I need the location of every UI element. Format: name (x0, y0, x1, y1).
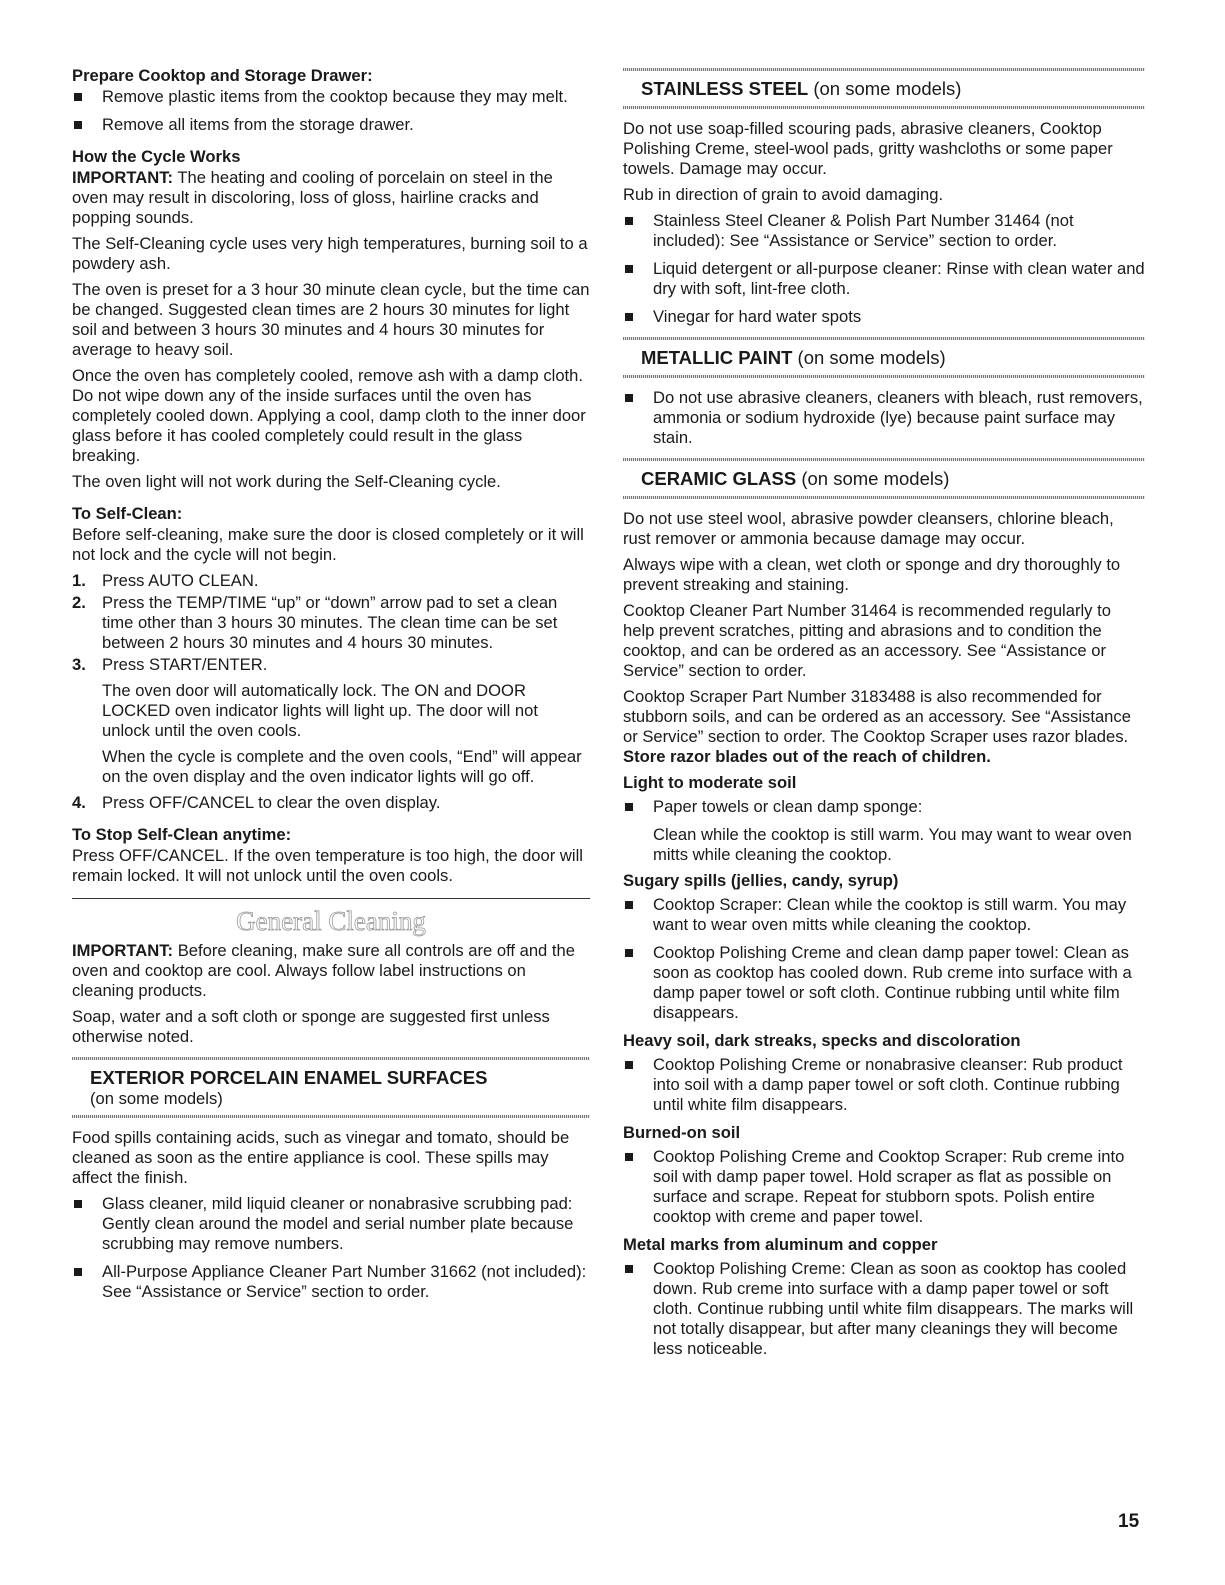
light-soil-list (623, 797, 1145, 817)
right-column (623, 68, 1145, 1367)
paragraph: The Self-Cleaning cycle uses very high temperatures, burning soil to a powdery ash. (72, 234, 588, 273)
cycle-heading: How the Cycle Works (72, 147, 241, 166)
sugary-heading: Sugary spills (jellies, candy, syrup) (623, 871, 899, 890)
light-soil-hint: Clean while the cooktop is still warm. You may want to wear oven mitts while cleaning the cooktop. (653, 825, 1132, 864)
stop-heading: To Stop Self-Clean anytime: (72, 825, 292, 844)
exterior-title: EXTERIOR PORCELAIN ENAMEL SURFACES (90, 1067, 488, 1088)
metallic-section-header (623, 337, 1145, 378)
burned-soil-heading: Burned-on soil (623, 1123, 741, 1142)
paragraph: The oven is preset for a 3 hour 30 minute clean cycle, but the time can be changed. Suggested clean times are 2 hours 30 minutes for light soil and between 3 hours 30 minutes and 4 hours 30 minutes for average to heavy soil. (72, 280, 590, 359)
step-text: Press AUTO CLEAN. (102, 571, 259, 590)
step-detail: When the cycle is complete and the oven cools, “End” will appear on the oven display and the oven indicator lights will go off. (102, 747, 582, 786)
burned-soil-list (623, 1147, 1145, 1227)
self-clean-steps (72, 571, 590, 813)
list-item: Glass cleaner, mild liquid cleaner or nonabrasive scrubbing pad: Gently clean around the model and serial number plate because scrubbing may remove numbers. (72, 1194, 590, 1254)
metal-marks-heading: Metal marks from aluminum and copper (623, 1235, 938, 1254)
stop-text: Press OFF/CANCEL. If the oven temperature is too high, the door will remain locked. It will not unlock until the oven cools. (72, 846, 583, 885)
step-item (72, 655, 590, 787)
step-detail: The oven door will automatically lock. The ON and DOOR LOCKED oven indicator lights will light up. The door will not unlock until the oven cools. (102, 681, 538, 740)
exterior-subtitle: (on some models) (90, 1089, 223, 1108)
ceramic-subtitle: (on some models) (796, 468, 950, 489)
list-item: Paper towels or clean damp sponge: (623, 797, 1145, 817)
prepare-heading: Prepare Cooktop and Storage Drawer: (72, 66, 373, 85)
self-clean-intro: Before self-cleaning, make sure the door is closed completely or it will not lock and the cycle will not begin. (72, 525, 584, 564)
list-item (72, 1262, 590, 1302)
step-text: Press START/ENTER. (102, 655, 268, 674)
paragraph: Always wipe with a clean, wet cloth or sponge and dry thoroughly to prevent streaking and staining. (623, 555, 1121, 594)
paragraph: Rub in direction of grain to avoid damaging. (623, 185, 944, 204)
cycle-important (72, 168, 590, 228)
list-item: Cooktop Polishing Creme and clean damp paper towel: Clean as soon as cooktop has cooled down. Rub creme into surface with a damp paper towel or soft cloth. Continue rubbing until white film disappears. (623, 943, 1145, 1023)
list-item: Cooktop Polishing Creme: Clean as soon as cooktop has cooled down. Rub creme into surface with a damp paper towel or soft cloth. Continue rubbing until white film disappears. The marks will not totally disappear, but after many cleanings they will become less noticeable. (623, 1259, 1145, 1359)
step-text: Press OFF/CANCEL to clear the oven display. (102, 793, 441, 812)
heavy-soil-list (623, 1055, 1145, 1115)
step-number: 4. (72, 793, 86, 812)
paragraph: Once the oven has completely cooled, remove ash with a damp cloth. Do not wipe down any of the inside surfaces until the oven has completely cooled down. Applying a cool, damp cloth to the inner door glass before it has cooled completely could result in the glass breaking. (72, 366, 586, 465)
important-label: IMPORTANT: (72, 941, 174, 960)
stainless-title: STAINLESS STEEL (641, 78, 809, 99)
paragraph: Do not use soap-filled scouring pads, abrasive cleaners, Cooktop Polishing Creme, steel-wool pads, gritty washcloths or some paper towels. Damage may occur. (623, 119, 1113, 178)
step-number: 2. (72, 593, 86, 612)
step-text: Press the TEMP/TIME “up” or “down” arrow pad to set a clean time other than 3 hours 30 minutes. The clean time can be set between 2 hours 30 minutes and 4 hours 30 minutes. (102, 593, 558, 652)
paragraph: Soap, water and a soft cloth or sponge are suggested first unless otherwise noted. (72, 1007, 550, 1046)
list-item: Cooktop Polishing Creme and Cooktop Scraper: Rub creme into soil with damp paper towel. Hold scraper as flat as possible on surface and scrape. Repeat for stubborn spots. Polish entire cooktop with creme and paper towel. (623, 1147, 1145, 1227)
general-important (72, 941, 590, 1001)
scraper-warning: Store razor blades out of the reach of children. (623, 747, 991, 766)
stainless-list (623, 211, 1145, 327)
list-item: Do not use abrasive cleaners, cleaners with bleach, rust removers, ammonia or sodium hydroxide (lye) because paint surface may stain. (623, 388, 1145, 448)
metallic-title: METALLIC PAINT (641, 347, 793, 368)
ceramic-section-header (623, 458, 1145, 499)
list-item: Vinegar for hard water spots (623, 307, 1145, 327)
exterior-list (72, 1194, 590, 1302)
paragraph: The oven light will not work during the Self-Cleaning cycle. (72, 472, 501, 491)
stainless-section-header (623, 68, 1145, 109)
page-number: 15 (1118, 1511, 1140, 1532)
step-item (72, 793, 590, 813)
metallic-list (623, 388, 1145, 448)
step-number: 3. (72, 655, 86, 674)
self-clean-heading: To Self-Clean: (72, 504, 183, 523)
exterior-section-header (72, 1057, 590, 1118)
metallic-subtitle: (on some models) (792, 347, 946, 368)
list-item: Remove all items from the storage drawer. (72, 115, 590, 135)
left-column (72, 66, 590, 1310)
list-item: Cooktop Polishing Creme or nonabrasive cleanser: Rub product into soil with a damp paper towel or soft cloth. Continue rubbing until white film disappears. (623, 1055, 1145, 1115)
stainless-subtitle: (on some models) (808, 78, 962, 99)
step-number: 1. (72, 571, 86, 590)
important-text: Before cleaning, make sure all controls are off and the oven and cooktop are cool. Always follow label instructions on cleaning products. (72, 941, 575, 1000)
section-divider (72, 898, 590, 899)
step-item (72, 571, 590, 591)
important-label: IMPORTANT: (72, 168, 174, 187)
heavy-soil-heading: Heavy soil, dark streaks, specks and discoloration (623, 1031, 1021, 1050)
list-item: Liquid detergent or all-purpose cleaner: Rinse with clean water and dry with soft, lint-free cloth. (623, 259, 1145, 299)
paragraph: Cooktop Cleaner Part Number 31464 is recommended regularly to help prevent scratches, pitting and abrasions and to condition the cooktop, and can be ordered as an accessory. See “Assistance or Service” section to order. (623, 601, 1111, 680)
paragraph: Do not use steel wool, abrasive powder cleansers, chlorine bleach, rust remover or ammonia because damage may occur. (623, 509, 1114, 548)
list-item: Cooktop Scraper: Clean while the cooktop is still warm. You may want to wear oven mitts while cleaning the cooktop. (623, 895, 1145, 935)
general-cleaning-title: General Cleaning (236, 906, 426, 936)
important-text: The heating and cooling of porcelain on steel in the oven may result in discoloring, loss of gloss, hairline cracks and popping sounds. (72, 168, 553, 227)
list-item: Remove plastic items from the cooktop because they may melt. (72, 87, 590, 107)
item-line: All-Purpose Appliance Cleaner Part Number 31662 (not included): (102, 1262, 587, 1281)
paragraph: Food spills containing acids, such as vinegar and tomato, should be cleaned as soon as the entire appliance is cool. These spills may affect the finish. (72, 1128, 570, 1187)
light-soil-heading: Light to moderate soil (623, 773, 797, 792)
ceramic-title: CERAMIC GLASS (641, 468, 797, 489)
sugary-list (623, 895, 1145, 1023)
list-item: Stainless Steel Cleaner & Polish Part Number 31464 (not included): See “Assistance or Service” section to order. (623, 211, 1145, 251)
metal-marks-list (623, 1259, 1145, 1359)
step-item (72, 593, 590, 653)
scraper-text: Cooktop Scraper Part Number 3183488 is also recommended for stubborn soils, and can be ordered as an accessory. See “Assistance or Service” section to order. The Cooktop Scraper uses razor blades. (623, 687, 1131, 746)
scraper-paragraph (623, 687, 1145, 767)
prepare-list (72, 87, 590, 135)
item-line: See “Assistance or Service” section to order. (102, 1282, 430, 1301)
